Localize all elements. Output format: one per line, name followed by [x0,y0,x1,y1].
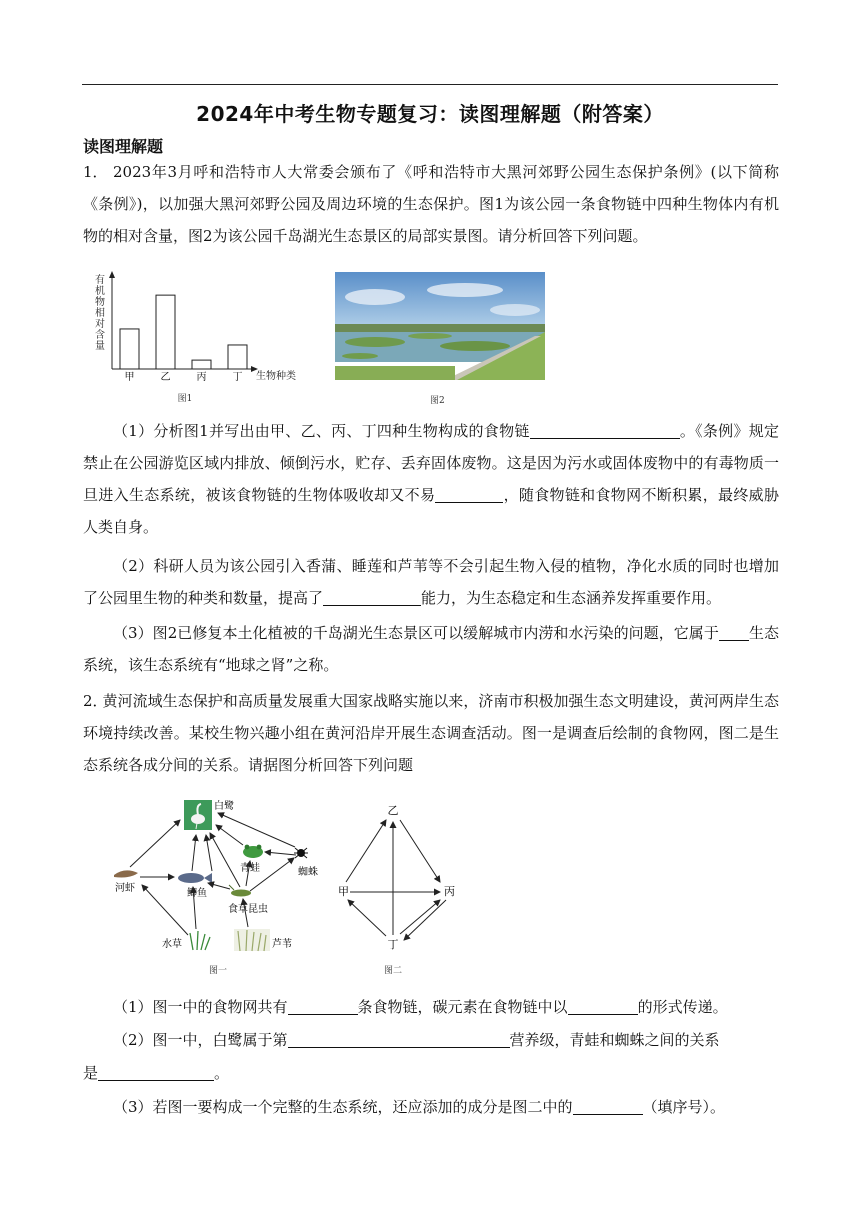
q2-sub3 [83,1091,779,1123]
label-reed: 芦苇 [272,939,292,950]
q2-sub1-part-a: （1）图一中的食物网共有 [113,998,288,1016]
fig-ecosystem-cycle [328,800,468,980]
q1-sub2-part-a: （2）科研人员为该公园引入香蒲、睡莲和芦苇等不会引起生物入侵的植物，净化水质的同时也增加了公园里生物的种类和数量，提高了 [83,557,779,607]
page-title: 2024年中考生物专题复习：读图理解题（附答案） [196,102,664,126]
q2-stem [83,685,779,781]
fig1-bar-chart [90,270,310,410]
fig1-bar-0 [120,329,139,369]
q1-sub1-part-c: ，随食物链和食物网不断积累，最终威胁人类自身。 [83,486,779,536]
q1-sub2 [83,550,779,614]
q2-sub3-part-a: （3）若图一要构成一个完整的生态系统，还应添加的成分是图二中的 [113,1098,573,1116]
answer-blank-relationship[interactable] [98,1062,214,1081]
fig1-bar-1 [156,295,175,369]
waterweed-icon [190,931,210,950]
fig1-ylabel: 有机物相对含量 [95,275,105,352]
header-rule [82,84,778,85]
q2-sub3-part-b: （填序号）。 [642,1098,726,1116]
label-shrimp: 河虾 [115,883,135,894]
q2-sub1-part-c: 的形式传递。 [637,998,728,1016]
fig1-bar-2 [192,360,211,369]
label-insect: 食草昆虫 [228,904,268,915]
q1-sub2-part-b: 能力，为生态稳定和生态涵养发挥重要作用。 [421,589,722,607]
egret-icon [184,800,212,830]
cycle-arrows [346,820,446,940]
fig1-tick-label-0: 甲 [124,372,135,383]
fig1-tick-label-3: 丁 [232,372,243,383]
q1-sub1 [83,415,779,543]
label-waterweed: 水草 [162,939,182,950]
answer-blank-decompose[interactable] [435,484,503,503]
q2-sub2-part-b: 营养级，青蛙和蜘蛛之间的关系 [509,1031,720,1049]
reed-icon [234,929,270,951]
label-crucian: 鲫鱼 [187,888,207,899]
node-d: 丁 [387,938,399,951]
q1-sub3 [83,617,779,681]
spider-icon [294,848,308,858]
q2-number: 2． [83,692,108,710]
answer-blank-chain-count[interactable] [288,996,358,1015]
q1-sub3-part-a: （3）图2已修复本土化植被的千岛湖光生态景区可以缓解城市内涝和水污染的问题，它属于 [113,624,719,642]
fish-icon [178,873,212,883]
answer-blank-ecosystem[interactable] [719,622,749,641]
q2-stem-text: 黄河流域生态保护和高质量发展重大国家战略实施以来，济南市积极加强生态文明建设，黄河两岸生态环境持续改善。某校生物兴趣小组在黄河沿岸开展生态调查活动。图一是调查后绘制的食物网，图二是生态系统各成分间的关系。请据图分析回答下列问题 [83,692,779,774]
answer-blank-self-regulation[interactable] [323,587,421,606]
q2-sub1 [83,991,779,1023]
label-frog: 青蛙 [240,863,260,874]
fig1-bar-3 [228,345,247,369]
node-c: 丙 [444,885,455,898]
node-a: 甲 [338,885,349,898]
answer-blank-component[interactable] [573,1096,643,1115]
answer-blank-food-chain[interactable] [530,420,680,439]
fig1-xlabel: 生物种类 [256,371,296,382]
fig-cycle-caption: 图二 [383,966,403,976]
node-b: 乙 [387,804,399,817]
shrimp-icon [114,870,138,877]
q1-stem-text: 2023年3月呼和浩特市人大常委会颁布了《呼和浩特市大黑河郊野公园生态保护条例》(以下简称《条例》)，以加强大黑河郊野公园及周边环境的生态保护。图1为该公园一条食物链中四种生物体内有机物的相对含量，图2为该公园千岛湖光生态景区的局部实景图。请分析回答下列问题。 [83,163,779,245]
answer-blank-trophic-level[interactable] [288,1029,510,1048]
fig1-y-arrow [109,271,115,278]
fig2-lake-photo [335,272,545,380]
fig2-caption: 图2 [430,396,445,406]
answer-blank-carbon-form[interactable] [568,996,638,1015]
q2-sub2-cont [83,1057,779,1089]
fig-food-web-caption: 图一 [208,966,228,976]
q1-sub1-part-b: 。《条例》规定禁止在公园游览区域内排放、倾倒污水，贮存、丢弃固体废物。这是因为污水或固体废物中的有毒物质一旦进入生态系统，被该食物链的生物体吸收却又不易 [83,422,779,504]
food-web-arrows [130,813,296,935]
q2-sub2 [83,1024,779,1056]
q1-stem [83,156,779,252]
q1-sub1-part-a: （1）分析图1并写出由甲、乙、丙、丁四种生物构成的食物链 [113,422,530,440]
fig1-caption: 图1 [177,394,193,404]
label-spider: 蜘蛛 [298,867,318,878]
q1-sub3-part-b: 生态系统，该生态系统有“地球之肾”之称。 [83,624,779,674]
q2-sub2-part-a: （2）图一中，白鹭属于第 [113,1031,288,1049]
label-egret: 白鹭 [214,801,234,812]
section-heading: 读图理解题 [83,137,164,156]
frog-icon [243,845,263,858]
q1-number: 1． [83,163,108,181]
q2-sub2-part-c: 是 [83,1064,99,1082]
q2-sub2-part-d: 。 [214,1064,230,1082]
fig1-tick-label-2: 丙 [196,372,207,383]
q2-sub1-part-b: 条食物链，碳元素在食物链中以 [357,998,568,1016]
fig1-tick-label-1: 乙 [160,372,171,383]
fig-food-web [100,795,330,980]
